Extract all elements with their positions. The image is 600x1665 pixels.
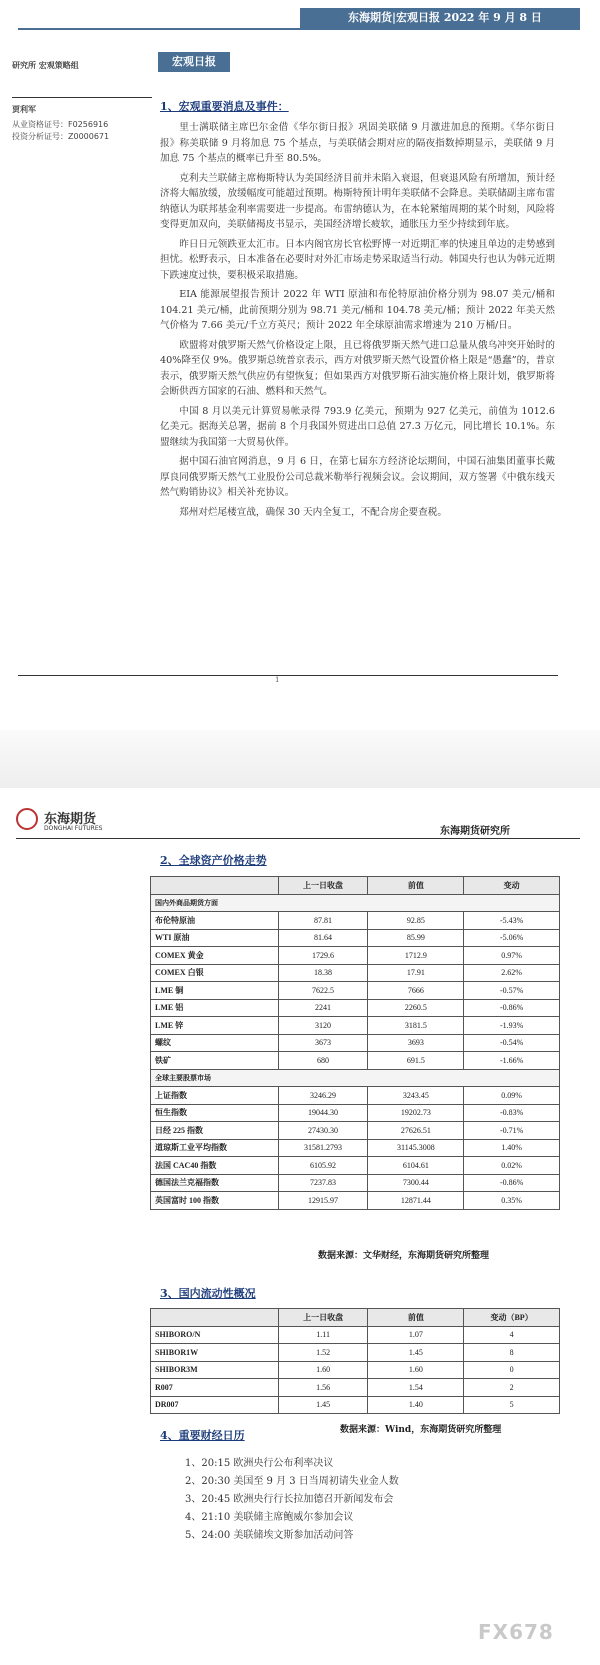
page-gap <box>0 730 600 788</box>
logo-emblem-icon <box>16 808 38 830</box>
logo-chinese-name: 东海期货 <box>44 812 97 827</box>
value-cell: 85.99 <box>368 929 464 947</box>
value-cell: -1.93% <box>464 1017 560 1035</box>
value-cell: 0 <box>464 1361 560 1379</box>
calendar-item: 5、24:00 美联储埃文斯参加活动问答 <box>185 1530 354 1541</box>
row-label: SHIBOR1W <box>151 1344 279 1362</box>
value-cell: 5 <box>464 1396 560 1414</box>
section2-source: 数据来源：文华财经，东海期货研究所整理 <box>318 1251 490 1261</box>
group-label: 国内外商品期货方面 <box>151 894 560 912</box>
section1-title: 1、宏观重要消息及事件： <box>160 100 289 113</box>
macro-news-body <box>160 120 555 524</box>
news-paragraph: 欧盟将对俄罗斯天然气价格设定上限，且已将俄罗斯天然气进口总量从俄乌冲突开始时的 40%降至仅 9%。俄罗斯总统普京表示，西方对俄罗斯天然气设置价格上限是“愚蠢”的，普京表示，俄罗斯天然气供应仍有望恢复；但如果西方对俄罗斯石油实施价格上限计划，俄罗斯将会断供西方国家的石油、燃料和天然气。 <box>160 339 555 397</box>
value-cell: 87.81 <box>278 912 368 930</box>
table-row <box>151 1192 560 1210</box>
table-row <box>151 1139 560 1157</box>
section4-title: 4、重要财经日历 <box>160 1429 245 1442</box>
page-number: 1 <box>275 676 280 684</box>
logo-english-name: DONGHAI FUTURES <box>44 825 103 832</box>
value-cell: 7622.5 <box>278 982 368 1000</box>
value-cell: 1.54 <box>368 1379 464 1397</box>
row-label: SHIBOR3M <box>151 1361 279 1379</box>
header-cell: 前值 <box>368 877 464 895</box>
value-cell: 17.91 <box>368 964 464 982</box>
value-cell: 691.5 <box>368 1052 464 1070</box>
value-cell: 27626.51 <box>368 1122 464 1140</box>
row-label: 道琼斯工业平均指数 <box>151 1139 279 1157</box>
value-cell: 1.11 <box>278 1326 368 1344</box>
table-header-row <box>151 877 560 895</box>
value-cell: 0.35% <box>464 1192 560 1210</box>
value-cell: 7666 <box>368 982 464 1000</box>
news-paragraph: 郑州对烂尾楼宣战，确保 30 天内全复工，不配合房企要查税。 <box>179 506 447 518</box>
row-label: LME 铜 <box>151 982 279 1000</box>
table-row <box>151 1087 560 1105</box>
row-label: 铁矿 <box>151 1052 279 1070</box>
value-cell: 81.64 <box>278 929 368 947</box>
row-label: 德国法兰克福指数 <box>151 1174 279 1192</box>
table-row <box>151 999 560 1017</box>
value-cell: 0.97% <box>464 947 560 965</box>
footer-rule <box>18 675 558 676</box>
value-cell: 1.60 <box>278 1361 368 1379</box>
news-paragraph: 中国 8 月以美元计算贸易帐录得 793.9 亿美元，预期为 927 亿美元，前值为 1012.6 亿美元。据海关总署，据前 8 个月我国外贸进出口总值 27.3 万亿元，同比增长 10.1%。东盟继续为我国第一大贸易伙伴。 <box>160 405 555 448</box>
value-cell: 1.45 <box>368 1344 464 1362</box>
header-cell: 变动 <box>464 877 560 895</box>
license-number-1: 从业资格证号：F0256916 <box>12 120 109 129</box>
header-cell: 上一日收盘 <box>278 877 368 895</box>
table-row <box>151 1104 560 1122</box>
row-label: WTI 原油 <box>151 929 279 947</box>
row-label: 日经 225 指数 <box>151 1122 279 1140</box>
value-cell: 92.85 <box>368 912 464 930</box>
row-label: DR007 <box>151 1396 279 1414</box>
value-cell: 3246.29 <box>278 1087 368 1105</box>
value-cell: -0.57% <box>464 982 560 1000</box>
value-cell: 1.07 <box>368 1326 464 1344</box>
value-cell: 31145.3008 <box>368 1139 464 1157</box>
institute-name: 东海期货研究所 <box>440 826 510 837</box>
calendar-item: 2、20:30 美国至 9 月 3 日当周初请失业金人数 <box>185 1476 399 1487</box>
table-row <box>151 1034 560 1052</box>
row-label: COMEX 白银 <box>151 964 279 982</box>
value-cell: 0.09% <box>464 1087 560 1105</box>
section3-source: 数据来源：Wind，东海期货研究所整理 <box>340 1425 502 1435</box>
table-row <box>151 1361 560 1379</box>
news-paragraph: 昨日日元领跌亚太汇市。日本内阁官房长官松野博一对近期汇率的快速且单边的走势感到担忧。松野表示，日本准备在必要时对外汇市场走势采取适当行动。韩国央行也认为韩元近期下跌速度过快，要积极采取措施。 <box>160 238 555 281</box>
table-row <box>151 929 560 947</box>
table-row <box>151 1379 560 1397</box>
value-cell: -1.66% <box>464 1052 560 1070</box>
calendar-item: 3、20:45 欧洲央行行长拉加德召开新闻发布会 <box>185 1494 394 1505</box>
value-cell: 1.60 <box>368 1361 464 1379</box>
value-cell: 12871.44 <box>368 1192 464 1210</box>
daily-report-tag: 宏观日报 <box>158 52 230 72</box>
value-cell: 3243.45 <box>368 1087 464 1105</box>
news-paragraph: 里士满联储主席巴尔金借《华尔街日报》巩固美联储 9 月激进加息的预期。《华尔街日报》称美联储 9 月将加息 75 个基点，与美联储会期对应的隔夜指数掉期显示，美联储 9 月加息 75 个基点的概率已升至 80.5%。 <box>160 122 555 164</box>
value-cell: 12915.97 <box>278 1192 368 1210</box>
value-cell: 18.38 <box>278 964 368 982</box>
header-cell <box>151 877 279 895</box>
row-label: LME 锌 <box>151 1017 279 1035</box>
news-paragraph: EIA 能源展望报告预计 2022 年 WTI 原油和布伦特原油价格分别为 98.07 美元/桶和 104.21 美元/桶，此前预期分别为 98.71 美元/桶和 104.78 美元/桶；预计 2022 年美天然气价格为 7.66 美元/千立方英尺；预计 2022 年全球原油需求增速为 210 万桶/日。 <box>160 289 555 331</box>
calendar-item: 1、20:15 欧洲央行公布利率决议 <box>185 1458 334 1469</box>
header-cell <box>151 1309 279 1327</box>
value-cell: 680 <box>278 1052 368 1070</box>
value-cell: 1.52 <box>278 1344 368 1362</box>
license-number-2: 投资分析证号：Z0000671 <box>12 132 110 141</box>
table-row <box>151 964 560 982</box>
value-cell: 4 <box>464 1326 560 1344</box>
value-cell: 3673 <box>278 1034 368 1052</box>
section3-title: 3、国内流动性概况 <box>160 1287 256 1300</box>
group-label: 全球主要股票市场 <box>151 1069 560 1087</box>
header-cell: 前值 <box>368 1309 464 1327</box>
row-label: LME 铝 <box>151 999 279 1017</box>
value-cell: 1729.6 <box>278 947 368 965</box>
news-paragraph: 克利夫兰联储主席梅斯特认为美国经济目前并未陷入衰退，但衰退风险有所增加，预计经济将大幅放缓，放缓幅度可能超过预期。梅斯特预计明年美联储不会降息。美联储副主席布雷纳德认为联邦基金利率需要进一步提高。布雷纳德认为，在本轮紧缩周期的某个时刻，风险将变得更加双向，美联储褐皮书显示，美国经济增长疲软，通胀压力至少持续到年底。 <box>160 172 555 230</box>
watermark-logo: FX678 <box>478 1620 554 1644</box>
table-row <box>151 1157 560 1175</box>
news-paragraph: 据中国石油官网消息，9 月 6 日，在第七届东方经济论坛期间，中国石油集团董事长戴厚良同俄罗斯天然气工业股份公司总裁米勒举行视频会议。会议期间，双方签署《中俄东线天然气购销协议》相关补充协议。 <box>160 456 555 498</box>
row-label: SHIBORO/N <box>151 1326 279 1344</box>
row-label: 上证指数 <box>151 1087 279 1105</box>
value-cell: 2260.5 <box>368 999 464 1017</box>
report-header-title: 东海期货|宏观日报 2022 年 9 月 8 日 <box>300 8 580 28</box>
table-header-row <box>151 1309 560 1327</box>
calendar-item: 4、21:10 美联储主席鲍威尔参加会议 <box>185 1512 354 1523</box>
page-one <box>0 0 600 730</box>
header-cell: 上一日收盘 <box>278 1309 368 1327</box>
page-two-header-rule <box>16 838 580 839</box>
table-row <box>151 1122 560 1140</box>
value-cell: -0.71% <box>464 1122 560 1140</box>
value-cell: 27430.30 <box>278 1122 368 1140</box>
value-cell: 7237.83 <box>278 1174 368 1192</box>
value-cell: 1712.9 <box>368 947 464 965</box>
value-cell: 1.45 <box>278 1396 368 1414</box>
row-label: 英国富时 100 指数 <box>151 1192 279 1210</box>
table-row <box>151 1174 560 1192</box>
row-label: 恒生指数 <box>151 1104 279 1122</box>
table-row <box>151 1344 560 1362</box>
value-cell: 19044.30 <box>278 1104 368 1122</box>
row-label: R007 <box>151 1379 279 1397</box>
author-sidebar <box>12 60 152 143</box>
value-cell: 3181.5 <box>368 1017 464 1035</box>
value-cell: 2 <box>464 1379 560 1397</box>
global-asset-table <box>150 876 560 1210</box>
value-cell: 2241 <box>278 999 368 1017</box>
header-rule <box>18 28 580 30</box>
economic-calendar <box>185 1455 399 1545</box>
table-row <box>151 947 560 965</box>
value-cell: 1.56 <box>278 1379 368 1397</box>
header-cell: 变动（BP） <box>464 1309 560 1327</box>
group-row <box>151 1069 560 1087</box>
value-cell: 2.62% <box>464 964 560 982</box>
value-cell: -0.86% <box>464 999 560 1017</box>
table-row <box>151 1017 560 1035</box>
value-cell: 3120 <box>278 1017 368 1035</box>
company-logo <box>16 806 116 836</box>
value-cell: 7300.44 <box>368 1174 464 1192</box>
value-cell: 8 <box>464 1344 560 1362</box>
table-row <box>151 1396 560 1414</box>
value-cell: 6104.61 <box>368 1157 464 1175</box>
value-cell: 0.02% <box>464 1157 560 1175</box>
table-row <box>151 982 560 1000</box>
table-row <box>151 912 560 930</box>
value-cell: 1.40% <box>464 1139 560 1157</box>
group-row <box>151 894 560 912</box>
value-cell: 6105.92 <box>278 1157 368 1175</box>
value-cell: -5.43% <box>464 912 560 930</box>
row-label: 法国 CAC40 指数 <box>151 1157 279 1175</box>
value-cell: -0.54% <box>464 1034 560 1052</box>
liquidity-table <box>150 1308 560 1414</box>
value-cell: 19202.73 <box>368 1104 464 1122</box>
value-cell: 3693 <box>368 1034 464 1052</box>
value-cell: -5.06% <box>464 929 560 947</box>
author-name: 贾利军 <box>12 97 152 115</box>
section2-title: 2、全球资产价格走势 <box>160 854 267 867</box>
department-label: 研究所 宏观策略组 <box>12 60 79 70</box>
table-row <box>151 1052 560 1070</box>
value-cell: 1.40 <box>368 1396 464 1414</box>
table-row <box>151 1326 560 1344</box>
row-label: 布伦特原油 <box>151 912 279 930</box>
value-cell: -0.83% <box>464 1104 560 1122</box>
row-label: 螺纹 <box>151 1034 279 1052</box>
value-cell: -0.86% <box>464 1174 560 1192</box>
value-cell: 31581.2793 <box>278 1139 368 1157</box>
row-label: COMEX 黄金 <box>151 947 279 965</box>
